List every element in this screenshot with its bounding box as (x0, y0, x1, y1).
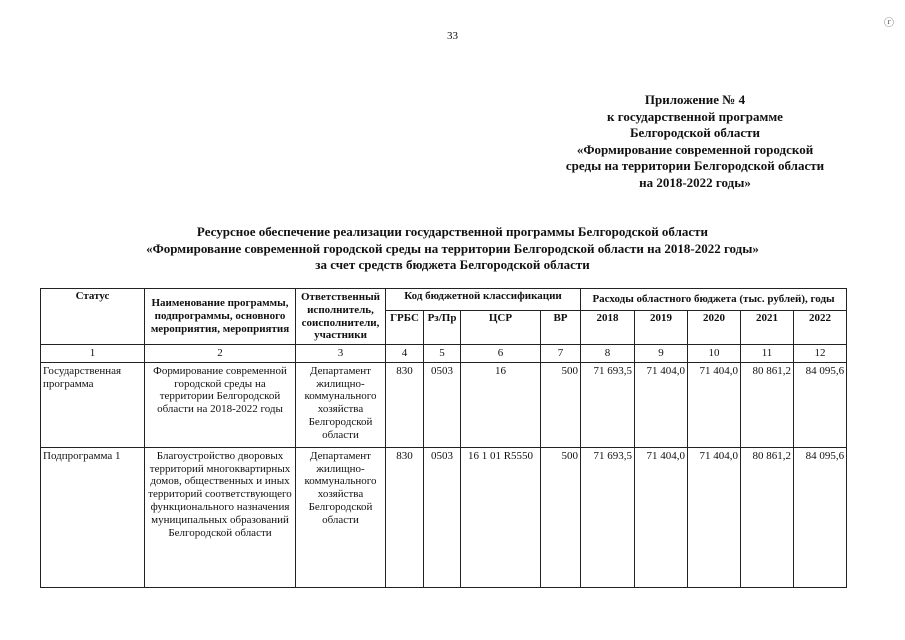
cell-status: Государственная программа (41, 362, 145, 447)
cell-value: 71 404,0 (688, 362, 741, 447)
cell-value: 80 861,2 (741, 362, 794, 447)
cell-value: 84 095,6 (794, 447, 847, 587)
header-vr: ВР (541, 311, 581, 345)
column-number: 6 (461, 345, 541, 363)
column-number: 11 (741, 345, 794, 363)
cell-status: Подпрограмма 1 (41, 447, 145, 587)
appendix-line: Белгородской области (629, 125, 761, 140)
cell-name: Формирование современной городской среды на территории Белгородской области на 2018-2022 годы (145, 362, 296, 447)
column-number: 8 (581, 345, 635, 363)
document-title (0, 224, 905, 274)
cell-grbs: 830 (386, 362, 424, 447)
header-csr: ЦСР (461, 311, 541, 345)
header-year: 2021 (741, 311, 794, 345)
cell-vr: 500 (541, 447, 581, 587)
column-number: 7 (541, 345, 581, 363)
header-rzpr: Рз/Пр (424, 311, 461, 345)
column-number: 9 (635, 345, 688, 363)
cell-csr: 16 1 01 R5550 (461, 447, 541, 587)
header-year: 2019 (635, 311, 688, 345)
header-name: Наименование программы, подпрограммы, основного мероприятия, мероприятия (145, 289, 296, 345)
cell-rzpr: 0503 (424, 447, 461, 587)
title-line: «Формирование современной городской среды на территории Белгородской области на 2018-2022 годы» (146, 240, 759, 256)
column-number: 3 (296, 345, 386, 363)
appendix-header (540, 92, 850, 191)
page-number: 33 (447, 30, 458, 42)
cell-value: 71 404,0 (688, 447, 741, 587)
cell-grbs: 830 (386, 447, 424, 587)
column-number: 5 (424, 345, 461, 363)
cell-csr: 16 (461, 362, 541, 447)
appendix-line: к государственной программе (607, 108, 783, 124)
cell-value: 71 404,0 (635, 447, 688, 587)
cell-vr: 500 (541, 362, 581, 447)
cell-rzpr: 0503 (424, 362, 461, 447)
table-row (41, 362, 847, 447)
cell-name: Благоустройство дворовых территорий многоквартирных домов, общественных и иных территорий соответствующего функционального назначения муниципальных образований Белгородской области (145, 447, 296, 587)
header-grbs: ГРБС (386, 311, 424, 345)
cell-value: 71 693,5 (581, 362, 635, 447)
appendix-line: «Формирование современной городской (576, 141, 814, 157)
cell-executor: Департамент жилищно-коммунального хозяйства Белгородской области (296, 447, 386, 587)
appendix-line: на 2018-2022 годы» (639, 174, 751, 190)
title-line: Ресурсное обеспечение реализации государственной программы Белгородской области (196, 224, 709, 239)
title-line: за счет средств бюджета Белгородской области (315, 257, 590, 272)
appendix-line: среды на территории Белгородской области (565, 158, 825, 173)
cell-value: 71 404,0 (635, 362, 688, 447)
header-expenses: Расходы областного бюджета (тыс. рублей), годы (581, 289, 847, 311)
header-budget-code: Код бюджетной классификации (386, 289, 581, 311)
corner-mark: ⓡ (884, 18, 894, 29)
column-number: 2 (145, 345, 296, 363)
column-number-row (41, 345, 847, 363)
cell-value: 80 861,2 (741, 447, 794, 587)
column-number: 12 (794, 345, 847, 363)
header-status: Статус (41, 289, 145, 345)
column-number: 4 (386, 345, 424, 363)
header-executor: Ответственный исполнитель, соисполнители, участники (296, 289, 386, 345)
header-year: 2018 (581, 311, 635, 345)
cell-value: 84 095,6 (794, 362, 847, 447)
cell-executor: Департамент жилищно-коммунального хозяйства Белгородской области (296, 362, 386, 447)
table-row (41, 447, 847, 587)
header-year: 2020 (688, 311, 741, 345)
resource-table (40, 288, 847, 588)
column-number: 10 (688, 345, 741, 363)
header-year: 2022 (794, 311, 847, 345)
column-number: 1 (41, 345, 145, 363)
appendix-line: Приложение № 4 (644, 92, 746, 107)
cell-value: 71 693,5 (581, 447, 635, 587)
